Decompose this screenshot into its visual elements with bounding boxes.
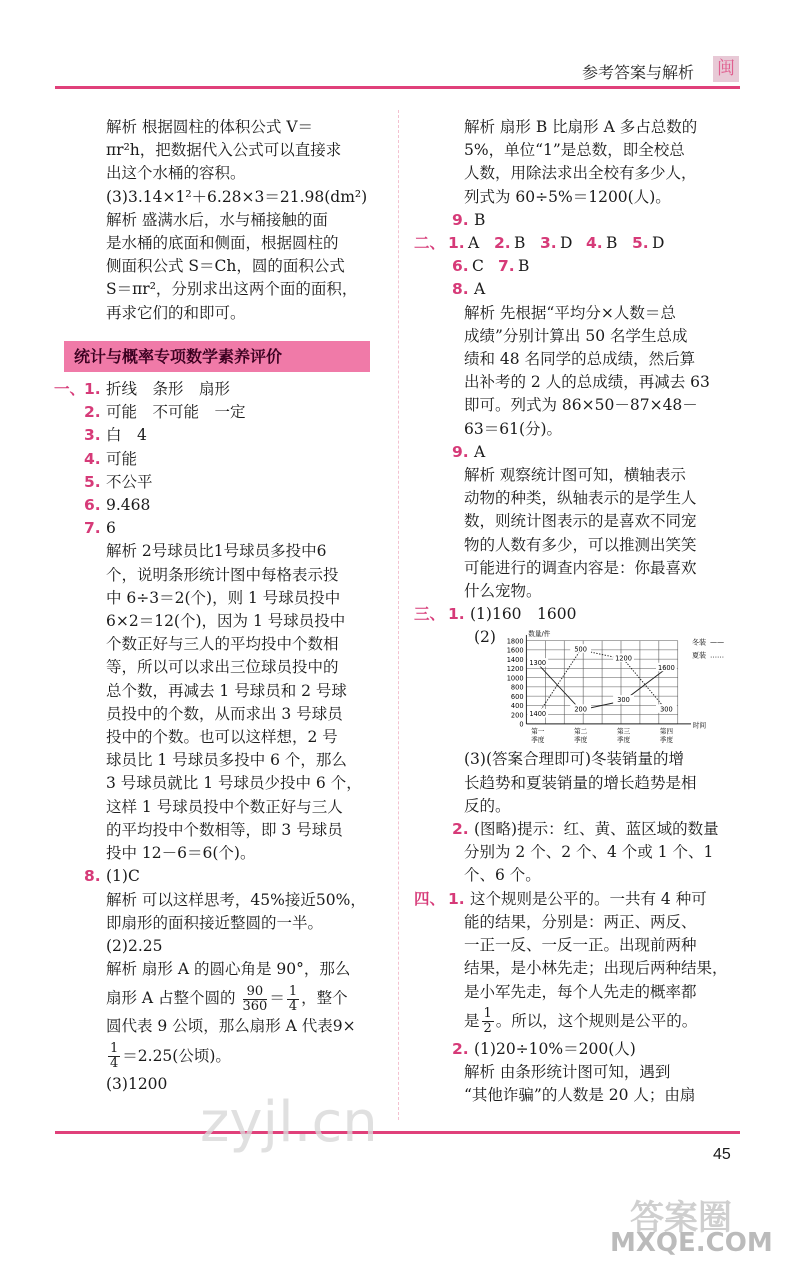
list-item (60, 494, 380, 517)
question-number: 7. (84, 519, 101, 538)
list-item (418, 278, 744, 301)
answer-text: 这个规则是公平的。一共有 4 种可 (470, 889, 707, 908)
text-line: 球员比 1 号球员多投中 6 个，那么 (106, 751, 347, 770)
question-number: 2. (452, 820, 469, 839)
list-item (60, 448, 380, 471)
list-item (60, 865, 380, 888)
list-item (60, 517, 380, 540)
sales-line-chart (498, 626, 744, 748)
section-label: 二、 (414, 234, 446, 253)
fraction-numerator: 1 (110, 1041, 119, 1057)
answer-text: (1)20÷10%＝200(人) (474, 1039, 636, 1058)
fraction (287, 985, 299, 1014)
text-line (60, 981, 380, 1015)
answer-text: A (468, 234, 480, 253)
question-number: 2. (452, 1039, 469, 1058)
text-fragment: 是 (464, 1011, 480, 1030)
list-item (414, 603, 744, 626)
text-line: 动物的种类，纵轴表示的是学生人 (464, 489, 697, 508)
answer-text: C (472, 257, 484, 276)
answer-text: 可能 (106, 449, 138, 468)
answer-line: (3)3.14×1²＋6.28×3＝21.98(dm²) (106, 187, 368, 206)
text-line: 员投中的个数，从而求出 3 号球员 (106, 704, 343, 723)
answer-text: B (606, 234, 618, 253)
subquestion-label: (2) (474, 628, 496, 647)
explanation-block (60, 540, 380, 865)
text-fragment: ＝2.25(公顷)。 (122, 1046, 231, 1065)
text-line: 再求它们的和即可。 (106, 303, 246, 322)
answer-text: D (560, 234, 573, 253)
x-tick-label: 第二 (574, 727, 588, 736)
text-line: 反的。 (464, 796, 511, 815)
text-line: 长趋势和夏装销量的增长趋势是相 (464, 773, 697, 792)
text-line: 结果，是小林先走；出现后两种结果， (464, 959, 728, 978)
header-title: 参考答案与解析 (582, 63, 695, 82)
question-number: 1. (448, 605, 465, 624)
y-tick-label: 800 (510, 684, 524, 693)
answer-text: 不公平 (106, 472, 153, 491)
text-line: 投中的个数。也可以这样想，2 号 (106, 728, 338, 747)
list-item (60, 471, 380, 494)
list-item (60, 401, 380, 424)
fraction-numerator: 90 (243, 985, 268, 1000)
text-line: 63＝61(分)。 (464, 419, 563, 438)
legend-label: 夏装 (691, 651, 707, 661)
list-item (414, 888, 744, 911)
question-number: 8. (84, 867, 101, 886)
list-item (418, 818, 744, 841)
chart-row (418, 626, 744, 748)
answer-text: 白 4 (106, 426, 147, 445)
answer-text: A (474, 442, 486, 461)
text-line: 解析 由条形统计图可知，遇到 (464, 1062, 671, 1081)
text-line: 解析 先根据“平均分×人数＝总 (464, 303, 676, 322)
text-line: 出补考的 2 人的总成绩，再减去 63 (464, 373, 710, 392)
question-number: 2. (84, 403, 101, 422)
equals-sign: ＝ (269, 989, 285, 1008)
fraction-denominator: 4 (288, 998, 298, 1014)
text-line: 中 6÷3＝2(个)，则 1 号球员投中 (106, 588, 341, 607)
fraction-denominator: 4 (110, 1056, 119, 1072)
text-line: 6×2＝12(个)，因为 1 号球员投中 (106, 612, 346, 631)
text-fragment: 扇形 A 占整个圆的 (106, 989, 236, 1008)
footer-rule (55, 1131, 740, 1134)
list-item (418, 255, 744, 278)
y-tick-label: 1800 (506, 637, 524, 646)
text-line: 总个数，再减去 1 号球员和 2 号球 (106, 681, 347, 700)
question-number: 7. (498, 257, 515, 276)
y-tick-label: 600 (510, 693, 524, 702)
question-number: 9. (452, 210, 469, 229)
text-line: 解析 可以这样思考，45%接近50%， (106, 890, 366, 909)
text-line: 这样 1 号球员投中个数正好与三人 (106, 797, 343, 816)
text-line: 即扇形的面积接近整圆的一半。 (106, 913, 324, 932)
text-line: 人数，用除法求出全校有多少人， (464, 164, 697, 183)
text-line: 解析 2号球员比1号球员多投中6 (106, 542, 327, 561)
x-tick-label: 季度 (659, 736, 674, 745)
question-number: 1. (448, 889, 465, 908)
text-line: 一正一反、一反一正。出现前两种 (464, 936, 697, 955)
answer-text: (1)160 1600 (470, 605, 577, 624)
answer-text: B (474, 210, 486, 229)
text-line: 侧面积公式 S＝Ch，圆的面积公式 (106, 257, 345, 276)
text-line: 是水桶的底面和侧面，根据圆柱的 (106, 234, 339, 253)
fraction-numerator: 1 (288, 983, 298, 999)
question-number: 3. (540, 234, 557, 253)
fraction-numerator: 1 (483, 1006, 492, 1022)
text-line: 什么宠物。 (464, 582, 542, 601)
text-line: 等，所以可以求出三位球员投中的 (106, 658, 339, 677)
question-number: 6. (84, 496, 101, 515)
text-line: (3)(答案合理即可)冬装销量的增 (464, 750, 685, 769)
question-number: 3. (84, 426, 101, 445)
y-tick-label: 200 (510, 711, 524, 720)
header-rule (55, 86, 740, 89)
section-label: 四、 (414, 889, 446, 908)
text-line: 绩和 48 名同学的总成绩，然后算 (464, 350, 696, 369)
text-line: 是小军先走，每个人先走的概率都 (464, 982, 697, 1001)
x-tick-label: 第四 (659, 727, 674, 736)
data-label: 500 (574, 645, 587, 654)
answer-line: (3)1200 (106, 1074, 168, 1093)
text-line: 解析 观察统计图可知，横轴表示 (464, 466, 686, 485)
data-label: 1300 (529, 659, 547, 668)
text-line: 5%，单位“1”是总数，即全校总 (464, 141, 685, 160)
list-item (418, 1038, 744, 1061)
data-label: 200 (574, 705, 587, 714)
text-line: 列式为 60÷5%＝1200(人)。 (464, 187, 671, 206)
text-line: 解析 扇形 B 比扇形 A 多占总数的 (464, 118, 698, 136)
right-column (414, 116, 744, 1107)
legend-label: 冬装 (691, 637, 707, 647)
list-item (60, 424, 380, 447)
answer-text: 6 (106, 519, 116, 538)
x-tick-label: 第三 (616, 727, 631, 736)
data-label: 300 (660, 705, 673, 714)
text-line: 成绩”分别计算出 50 名学生总成 (464, 326, 688, 345)
text-line: 3 号球员就比 1 号球员少投中 6 个， (106, 774, 362, 793)
column-divider (398, 110, 399, 1120)
text-line: 出这个水桶的容积。 (106, 164, 246, 183)
x-axis-label: 时间 (692, 722, 707, 731)
y-tick-label: 1600 (506, 647, 524, 656)
data-label: 1600 (658, 664, 675, 673)
watermark-site: MXQE.COM (610, 1228, 773, 1258)
page-number: 45 (713, 1146, 731, 1163)
fraction (482, 1007, 494, 1036)
header-icon: 闽 (713, 56, 739, 82)
text-line: 物的人数有多少，可以推测出笑笑 (464, 535, 697, 554)
text-line: 解析 盛满水后，水与桶接触的面 (106, 210, 328, 229)
question-number: 5. (632, 234, 649, 253)
y-tick-label: 1000 (506, 674, 524, 683)
text-line: 解析 根据圆柱的体积公式 V＝ (106, 118, 314, 136)
y-tick-label: 400 (510, 702, 524, 711)
x-tick-label: 季度 (574, 736, 588, 745)
legend-mark: …… (709, 651, 725, 661)
x-tick-label: 季度 (531, 736, 545, 745)
text-fragment: ，整个 (301, 989, 348, 1008)
fraction (108, 1042, 120, 1071)
text-line: 数，则统计图表示的是喜欢不同宠 (464, 512, 697, 531)
x-tick-label: 季度 (616, 736, 631, 745)
text-line: 个、6 个。 (464, 866, 541, 885)
list-item (418, 209, 744, 232)
data-label: 1400 (529, 710, 547, 719)
data-label: 300 (617, 696, 630, 705)
question-number: 1. (84, 380, 101, 399)
y-tick-label: 0 (519, 721, 524, 730)
fraction-denominator: 360 (242, 998, 268, 1014)
text-line: 即可。列式为 86×50－87×48－ (464, 396, 698, 415)
text-line: 分别为 2 个、2 个、4 个或 1 个、1 (464, 843, 714, 862)
legend-mark: —— (709, 637, 725, 647)
question-number: 6. (452, 257, 469, 276)
answer-text: D (652, 234, 665, 253)
text-line: 投中 12－6＝6(个)。 (106, 844, 256, 863)
list-item (414, 232, 744, 255)
text-line: S＝πr²，分别求出这两个面的面积， (106, 280, 358, 299)
answer-text: B (518, 257, 530, 276)
text-line: πr²h，把数据代入公式可以直接求 (106, 141, 342, 160)
answer-text: (图略)提示：红、黄、蓝区域的数量 (474, 820, 719, 839)
question-number: 2. (494, 234, 511, 253)
answer-text: 可能 不可能 一定 (106, 403, 246, 422)
fraction-denominator: 2 (483, 1021, 492, 1037)
watermark-text: zyjl.cn (200, 1090, 378, 1155)
text-line: 的平均投中个数相等，即 3 号球员 (106, 820, 343, 839)
text-fragment: 。所以，这个规则是公平的。 (495, 1011, 698, 1030)
text-line (418, 1004, 744, 1038)
section-label: 一、 (54, 380, 86, 399)
x-tick-label: 第一 (531, 727, 545, 736)
question-number: 5. (84, 472, 101, 491)
data-label: 1200 (615, 655, 632, 664)
text-line: 个数正好与三人的平均投中个数相 (106, 635, 339, 654)
section-banner: 统计与概率专项数学素养评价 (64, 341, 370, 372)
question-number: 4. (586, 234, 603, 253)
answer-line: (2)2.25 (106, 936, 163, 955)
question-number: 1. (448, 234, 465, 253)
question-number: 9. (452, 442, 469, 461)
text-line: 个，说明条形统计图中每格表示投 (106, 565, 339, 584)
section-label: 三、 (414, 605, 446, 624)
watermark-brand: 答案圈 (630, 1198, 732, 1238)
answer-text: A (474, 280, 486, 299)
text-line: 可能进行的调查内容是：你最喜欢 (464, 558, 697, 577)
text-line (60, 1039, 380, 1073)
answer-text: 9.468 (106, 496, 151, 515)
text-line: “其他诈骗”的人数是 20 人；由扇 (464, 1086, 696, 1105)
question-number: 8. (452, 280, 469, 299)
text-line: 能的结果，分别是：两正、两反、 (464, 912, 697, 931)
y-tick-label: 1200 (506, 665, 524, 674)
y-tick-label: 1400 (506, 656, 524, 665)
answer-text: (1)C (106, 867, 140, 886)
y-axis-label: 数量/件 (528, 630, 551, 639)
text-line: 圆代表 9 公顷，那么扇形 A 代表9× (106, 1017, 356, 1036)
left-column (54, 116, 380, 1096)
answer-text: B (514, 234, 526, 253)
question-number: 4. (84, 449, 101, 468)
list-item (54, 378, 380, 401)
answer-text: 折线 条形 扇形 (106, 380, 231, 399)
text-line: 解析 扇形 A 的圆心角是 90°，那么 (106, 960, 351, 979)
fraction (243, 985, 268, 1014)
list-item (418, 441, 744, 464)
